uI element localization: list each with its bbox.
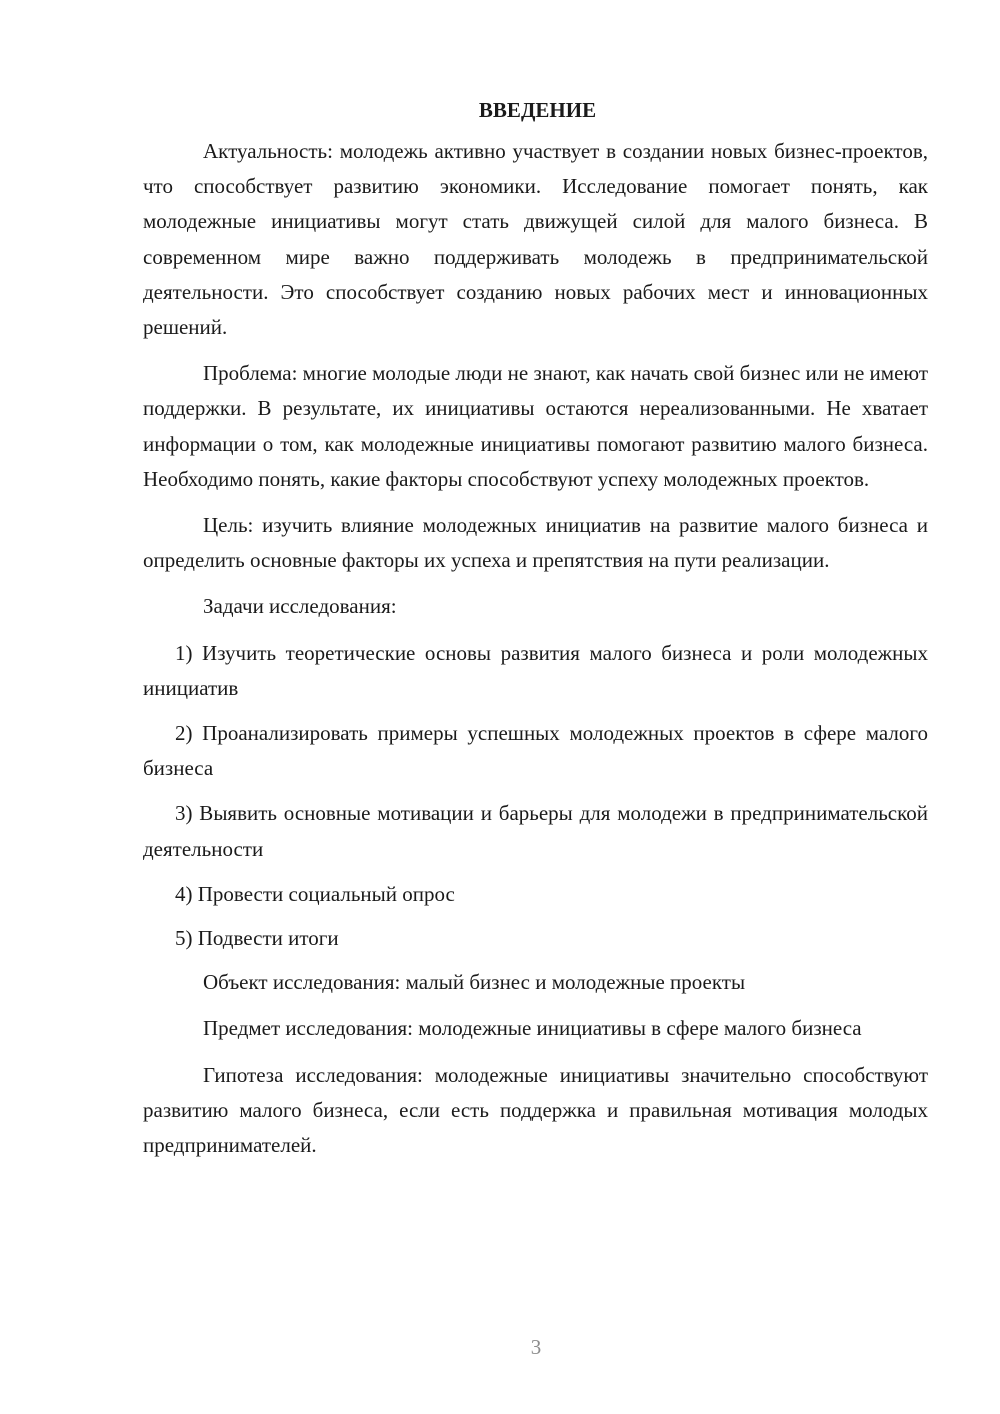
task-item-5: 5) Подвести итоги <box>175 926 339 951</box>
tasks-heading: Задачи исследования: <box>203 594 397 619</box>
subject-paragraph: Предмет исследования: молодежные инициативы в сфере малого бизнеса <box>203 1016 862 1041</box>
page-content <box>143 92 928 1174</box>
object-paragraph: Объект исследования: малый бизнес и молодежные проекты <box>203 970 746 995</box>
task-item-2: 2) Проанализировать примеры успешных молодежных проектов в сфере малого бизнеса <box>143 721 928 781</box>
section-title: ВВЕДЕНИЕ <box>478 98 597 122</box>
problem-paragraph: Проблема: многие молодые люди не знают, как начать свой бизнес или не имеют поддержки. В результате, их инициативы остаются нереализованными. Не хватает информации о том, как молодежные инициативы помогают развитию малого бизнеса. Необходимо понять, какие факторы способствуют успеху молодежных проектов. <box>143 361 928 491</box>
relevance-paragraph: Актуальность: молодежь активно участвует в создании новых бизнес-проектов, что способствует развитию экономики. Исследование помогает понять, как молодежные инициативы могут стать движущей силой для малого бизнеса. В современном мире важно поддерживать молодежь в предпринимательской деятельности. Это способствует созданию новых рабочих мест и инновационных решений. <box>143 139 928 340</box>
task-item-3: 3) Выявить основные мотивации и барьеры для молодежи в предпринимательской деятельности <box>143 801 928 861</box>
task-item-4: 4) Провести социальный опрос <box>175 881 455 906</box>
page-number: 3 <box>530 1335 542 1359</box>
goal-paragraph: Цель: изучить влияние молодежных инициатив на развитие малого бизнеса и определить основные факторы их успеха и препятствия на пути реализации. <box>143 513 928 573</box>
hypothesis-paragraph: Гипотеза исследования: молодежные инициативы значительно способствуют развитию малого бизнеса, если есть поддержка и правильная мотивация молодых предпринимателей. <box>143 1062 928 1158</box>
task-item-1: 1) Изучить теоретические основы развития малого бизнеса и роли молодежных инициатив <box>143 640 928 700</box>
